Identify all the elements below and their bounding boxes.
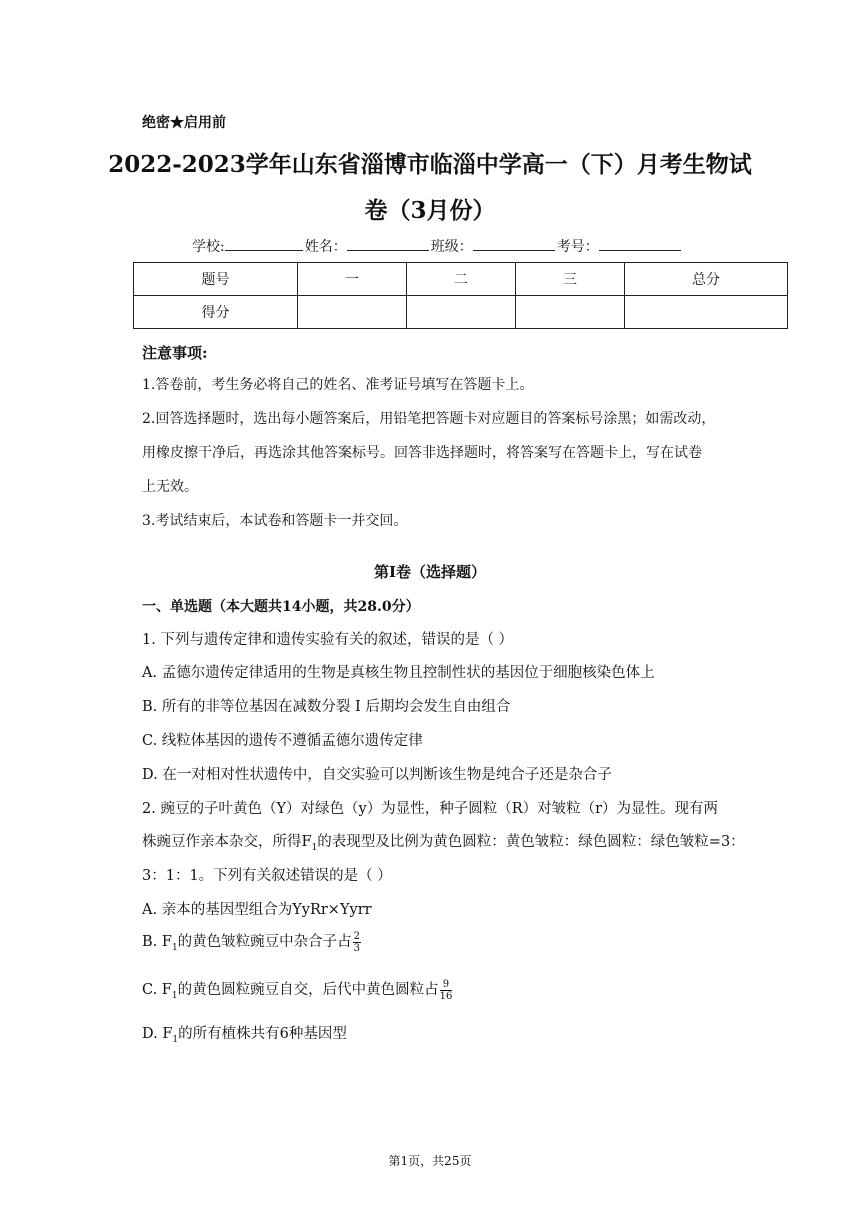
- q2-option-b[interactable]: [142, 930, 361, 954]
- q1-option-d[interactable]: D. 在一对相对性状遗传中，自交实验可以判断该生物是纯合子还是杂合子: [142, 767, 612, 783]
- class-label: 班级：: [430, 239, 473, 255]
- q2-d-post: 的所有植株共有6种基因型: [178, 1026, 347, 1042]
- score-cell-3[interactable]: [516, 296, 625, 329]
- notice-heading: 注意事项:: [142, 344, 208, 362]
- score-cell-total[interactable]: [625, 296, 788, 329]
- notice-item-3: 3.考试结束后，本试卷和答题卡一并交回。: [142, 513, 408, 529]
- q1-option-b[interactable]: B. 所有的非等位基因在减数分裂 I 后期均会发生自由组合: [142, 699, 511, 715]
- q1-option-a[interactable]: A. 孟德尔遗传定律适用的生物是真核生物且控制性状的基因位于细胞核染色体上: [142, 665, 655, 681]
- exam-title-line1: 2022-2023学年山东省淄博市临淄中学高一（下）月考生物试: [108, 151, 752, 178]
- q2-stem-line1: 2. 豌豆的子叶黄色（Y）对绿色（y）为显性，种子圆粒（R）对皱粒（r）为显性。现有两: [142, 801, 719, 817]
- q2-c-pre: C. F: [142, 982, 172, 998]
- student-info-fields: [192, 236, 683, 256]
- q2-option-a[interactable]: A. 亲本的基因型组合为YyRr×Yyrr: [142, 902, 372, 918]
- score-row-label: 得分: [134, 296, 298, 329]
- q2-c-post: 的黄色圆粒豌豆自交，后代中黄色圆粒占: [177, 982, 439, 998]
- q1-option-c[interactable]: C. 线粒体基因的遗传不遵循孟德尔遗传定律: [142, 733, 423, 749]
- score-cell-1[interactable]: [298, 296, 407, 329]
- q2-stem2-sub: 1: [311, 842, 318, 853]
- confidential-label: 绝密★启用前: [142, 115, 226, 131]
- page-footer: 第1页，共25页: [388, 1154, 472, 1168]
- q2-option-d[interactable]: [142, 1022, 347, 1045]
- q2-b-denominator: 3: [353, 942, 361, 954]
- q2-c-denominator: 16: [439, 990, 453, 1002]
- notice-item-2: 2.回答选择题时，选出每小题答案后，用铅笔把答题卡对应题目的答案标号涂黑；如需改动，: [142, 411, 716, 427]
- q1-stem: 1. 下列与遗传定律和遗传实验有关的叙述，错误的是（ ）: [142, 632, 514, 648]
- q2-c-numerator: 9: [440, 979, 453, 991]
- q2-b-sub: 1: [171, 942, 178, 953]
- q2-b-post: 的黄色皱粒豌豆中杂合子占: [177, 934, 352, 950]
- name-label: 姓名：: [304, 239, 347, 255]
- header-cell-number: 题号: [134, 263, 298, 296]
- part-heading: 一、单选题（本大题共14小题，共28.0分）: [142, 599, 420, 615]
- q2-stem2-pre: 株豌豆作亲本杂交，所得F: [142, 834, 312, 850]
- header-cell-1: 一: [298, 263, 407, 296]
- q2-b-pre: B. F: [142, 934, 172, 950]
- q2-c-sub: 1: [171, 990, 178, 1001]
- q2-d-pre: D. F: [142, 1026, 173, 1042]
- notice-item-2-end: 上无效。: [142, 479, 198, 495]
- school-label: 学校:: [192, 239, 225, 255]
- q2-c-fraction: [440, 979, 453, 1002]
- header-cell-total: 总分: [625, 263, 788, 296]
- q2-stem-line2: [142, 830, 745, 853]
- exam-no-blank[interactable]: [599, 238, 681, 251]
- exam-no-label: 考号：: [556, 239, 599, 255]
- q2-stem-line3: 3：1：1。下列有关叙述错误的是（ ）: [142, 868, 392, 884]
- q2-stem2-post: 的表现型及比例为黄色圆粒：黄色皱粒：绿色圆粒：绿色皱粒=3：: [317, 834, 745, 850]
- name-blank[interactable]: [347, 238, 429, 251]
- q2-b-fraction: [353, 931, 361, 954]
- score-table: [133, 262, 788, 329]
- header-cell-2: 二: [407, 263, 516, 296]
- score-cell-2[interactable]: [407, 296, 516, 329]
- section-title: 第I卷（选择题）: [373, 563, 487, 581]
- exam-title-line2: 卷（3月份）: [364, 197, 496, 224]
- q2-d-sub: 1: [172, 1034, 179, 1045]
- q2-option-c[interactable]: [142, 978, 452, 1002]
- header-cell-3: 三: [516, 263, 625, 296]
- score-table-score-row: [134, 296, 788, 329]
- q2-b-numerator: 2: [353, 930, 361, 942]
- notice-item-1: 1.答卷前，考生务必将自己的姓名、准考证号填写在答题卡上。: [142, 377, 534, 393]
- school-blank[interactable]: [225, 238, 303, 251]
- class-blank[interactable]: [473, 238, 555, 251]
- notice-item-2-cont: 用橡皮擦干净后，再选涂其他答案标号。回答非选择题时，将答案写在答题卡上，写在试卷: [142, 445, 702, 461]
- score-table-header-row: [134, 263, 788, 296]
